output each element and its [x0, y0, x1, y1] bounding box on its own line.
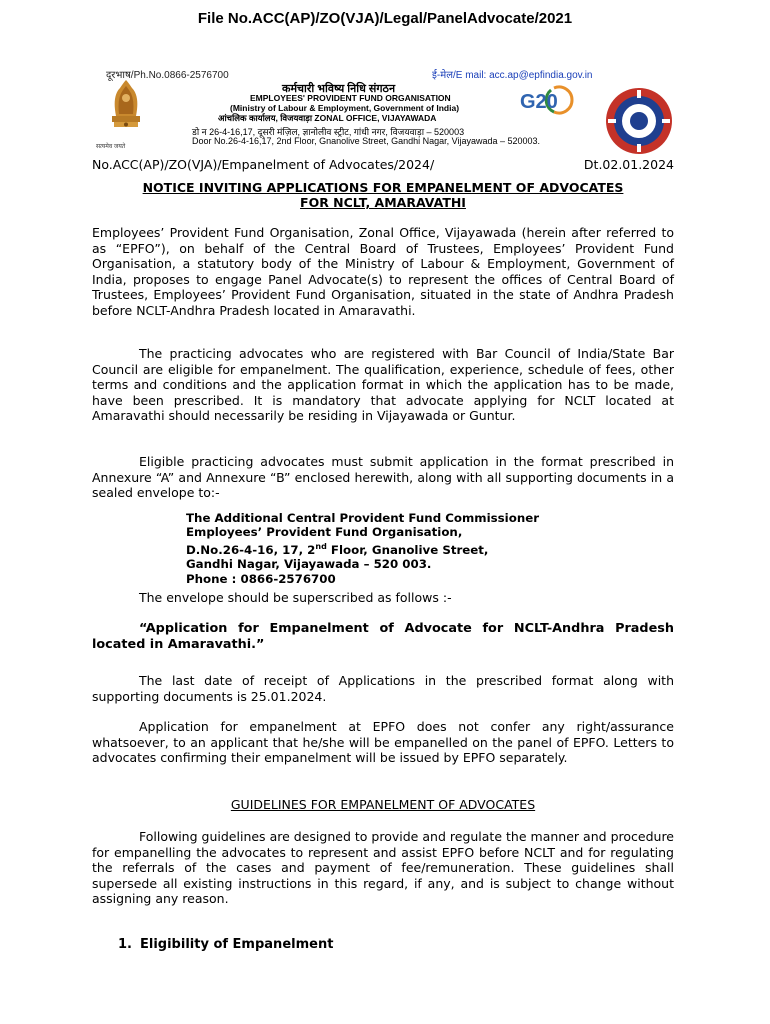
org-name: EMPLOYEES' PROVIDENT FUND ORGANISATION [250, 93, 451, 103]
national-emblem-icon [102, 76, 150, 148]
letter-date: Dt.02.01.2024 [583, 157, 674, 172]
emblem-caption: सत्यमेव जयते [96, 144, 126, 150]
ministry-line: (Ministry of Labour & Employment, Government of India) [230, 103, 460, 113]
epfo-logo-icon [604, 86, 674, 156]
section-number: 1. [118, 937, 132, 952]
email-text[interactable]: ई-मेल/E mail: acc.ap@epfindia.gov.in [432, 70, 593, 81]
notice-title [92, 180, 674, 210]
zonal-office-line: आंचलिक कार्यालय, विजयवाड़ा ZONAL OFFICE, VIJAYAWADA [218, 113, 437, 123]
address-line-2: Employees’ Provident Fund Organisation, [186, 525, 463, 540]
paragraph-eligibility: The practicing advocates who are registered with Bar Council of India/State Bar Council are eligible for empanelment. The qualification, experience, schedule of fees, other terms and conditions and the application format in which the application has to be made, have been prescribed. It is mandatory that advocate applying for NCLT located at Amaravathi should necessarily be residing in Vijayawada or Guntur. [92, 346, 674, 424]
notice-title-line2: FOR NCLT, AMARAVATHI [300, 195, 466, 210]
hindi-address-line: डो न 26-4-16,17, दूसरी मंज़िल, ज्ञानोलीव स्ट्रीट, गांधी नगर, विजयवाड़ा – 520003 [192, 127, 465, 137]
address-line-1: The Additional Central Provident Fund Commissioner [186, 511, 540, 525]
section-eligibility-heading [118, 937, 333, 952]
address-line-4: Gandhi Nagar, Vijayawada – 520 003. [186, 557, 432, 572]
paragraph-intro: Employees’ Provident Fund Organisation, Zonal Office, Vijayawada (herein after referred to as “EPFO”), on behalf of the Central Board of Trustees, Employees’ Provident Fund Organisation, a statutory body of the Ministry of Labour & Employment, Government of India, proposes to engage Panel Advocate(s) to represent the offices of Central Board of Trustees, Employees’ Provident Fund Organisation, situated in the state of Andhra Pradesh before NCLT-Andhra Pradesh located in Amaravathi. [92, 225, 674, 318]
paragraph-disclaimer: Application for empanelment at EPFO does not confer any right/assurance whatsoever, to an applicant that he/she will be empanelled on the panel of EPFO. Letters to advocates confirming their empanelment will be issued by EPFO separately. [92, 719, 674, 766]
paragraph-envelope: The envelope should be superscribed as follows :- [139, 590, 452, 605]
letterhead [92, 62, 682, 154]
paragraph-last-date: The last date of receipt of Applications in the prescribed format along with supporting documents is 25.01.2024. [92, 673, 674, 704]
g20-logo-icon [518, 82, 600, 118]
notice-title-line1: NOTICE INVITING APPLICATIONS FOR EMPANELMENT OF ADVOCATES [142, 180, 624, 195]
address-line-3-pre: D.No.26-4-16, 17, 2 [186, 542, 316, 557]
paragraph-guidelines: Following guidelines are designed to provide and regulate the manner and procedure for empanelling the advocates to represent and assist EPFO before NCLT and for regulating the referrals of the cases and payment of fee/remuneration. These guidelines shall supersede all existing instructions in this regard, if any, and is subject to change without assigning any reason. [92, 829, 674, 907]
g20-text: G20 [520, 91, 558, 113]
section-title: Eligibility of Empanelment [140, 937, 334, 952]
address-line-3-post: Floor, Gnanolive Street, [326, 542, 489, 557]
address-block [186, 511, 539, 586]
guidelines-heading: GUIDELINES FOR EMPANELMENT OF ADVOCATES [230, 797, 536, 812]
address-line: Door No.26-4-16,17, 2nd Floor, Gnanolive Street, Gandhi Nagar, Vijayawada – 520003. [192, 136, 541, 146]
address-line-3-sup: nd [315, 541, 327, 551]
email-line [432, 67, 592, 81]
address-line-5: Phone : 0866-2576700 [186, 571, 336, 586]
phone-line: दूरभाष/Ph.No.0866-2576700 [106, 70, 229, 81]
address-line-3 [186, 540, 539, 557]
reference-number: No.ACC(AP)/ZO(VJA)/Empanelment of Advocates/2024/ [92, 157, 435, 172]
file-number: File No.ACC(AP)/ZO(VJA)/Legal/PanelAdvocate/2021 [197, 10, 573, 27]
paragraph-submission: Eligible practicing advocates must submit application in the format prescribed in Annexure “A” and Annexure “B” enclosed herewith, along with all supporting documents in a sealed envelope to:- [92, 454, 674, 501]
paragraph-superscription: “Application for Empanelment of Advocate for NCLT-Andhra Pradesh located in Amaravathi.” [92, 621, 674, 652]
hindi-org-name: कर्मचारी भविष्य निधि संगठन [282, 83, 396, 95]
reference-row [92, 157, 674, 172]
